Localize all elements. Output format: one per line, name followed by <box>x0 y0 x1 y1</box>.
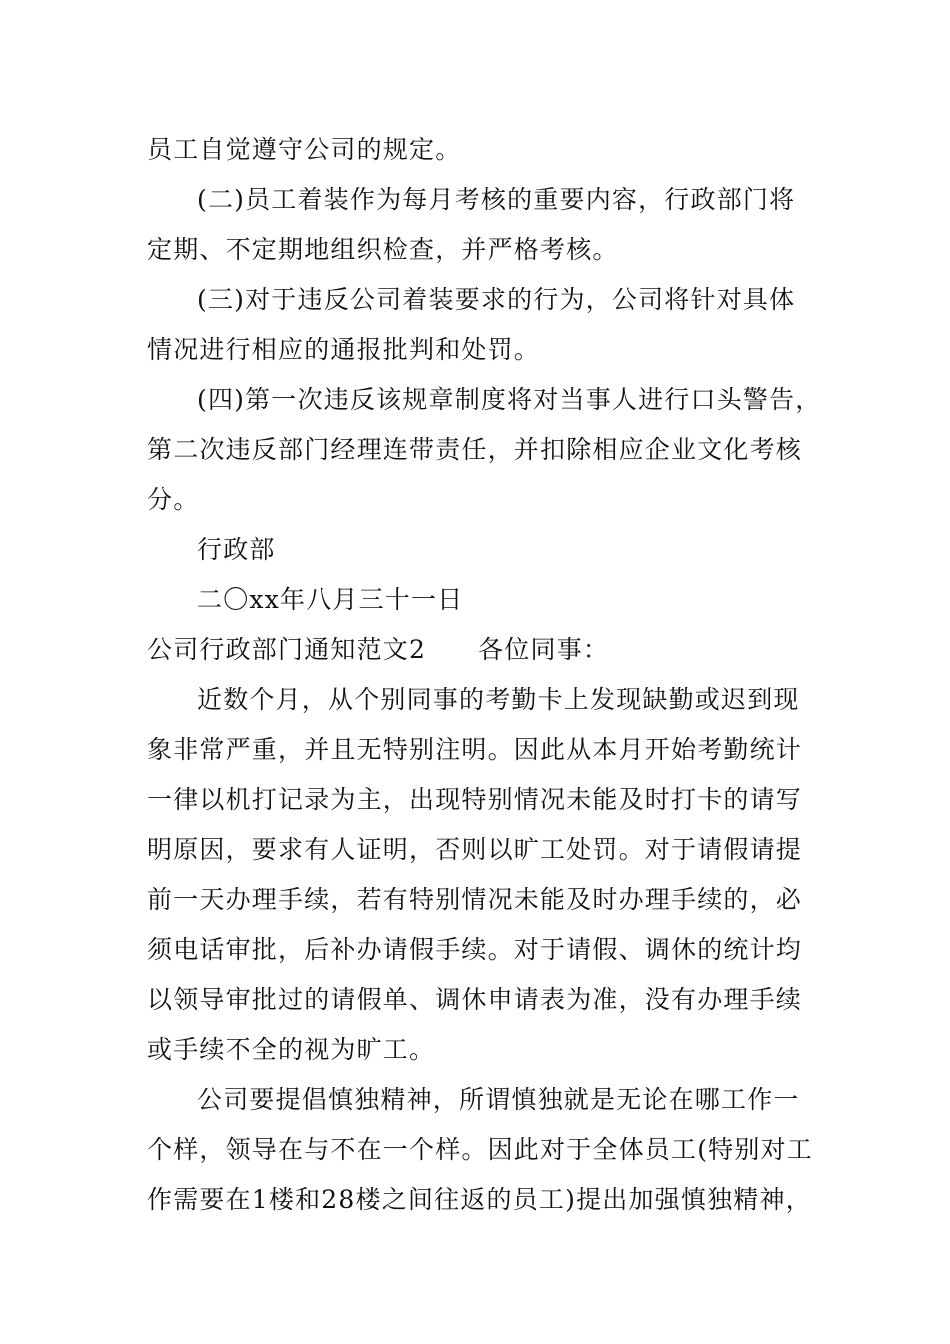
text-line: 前一天办理手续，若有特别情况未能及时办理手续的，必 <box>147 885 803 914</box>
text-line: 象非常严重，并且无特别注明。因此从本月开始考勤统计 <box>147 735 803 764</box>
text-line: 作需要在1楼和28楼之间往返的员工)提出加强慎独精神， <box>147 1185 812 1214</box>
signature-date: 二〇xx年八月三十一日 <box>197 585 464 614</box>
signature-department: 行政部 <box>197 535 276 564</box>
text-line: 员工自觉遵守公司的规定。 <box>147 135 462 164</box>
text-line: 或手续不全的视为旷工。 <box>147 1035 436 1064</box>
text-line: (三)对于违反公司着装要求的行为，公司将针对具体 <box>197 285 796 314</box>
salutation: 各位同事： <box>478 635 610 664</box>
text-line: 公司要提倡慎独精神，所谓慎独就是无论在哪工作一 <box>197 1085 800 1114</box>
text-line: 以领导审批过的请假单、调休申请表为准，没有办理手续 <box>147 985 803 1014</box>
text-line: 定期、不定期地组织检查，并严格考核。 <box>147 235 619 264</box>
section-title: 公司行政部门通知范文2 <box>147 635 427 664</box>
text-line: 近数个月，从个别同事的考勤卡上发现缺勤或迟到现 <box>197 685 800 714</box>
text-line: 分。 <box>147 485 200 514</box>
text-line: 须电话审批，后补办请假手续。对于请假、调休的统计均 <box>147 935 803 964</box>
text-line: 明原因，要求有人证明，否则以旷工处罚。对于请假请提 <box>147 835 803 864</box>
text-line: (四)第一次违反该规章制度将对当事人进行口头警告， <box>197 385 822 414</box>
section-heading-line <box>147 634 609 666</box>
text-line: 个样，领导在与不在一个样。因此对于全体员工(特别对工 <box>147 1135 813 1164</box>
text-line: 情况进行相应的通报批判和处罚。 <box>147 335 541 364</box>
text-line: (二)员工着装作为每月考核的重要内容，行政部门将 <box>197 185 796 214</box>
text-line: 第二次违反部门经理连带责任，并扣除相应企业文化考核 <box>147 435 803 464</box>
text-line: 一律以机打记录为主，出现特别情况未能及时打卡的请写 <box>147 785 803 814</box>
